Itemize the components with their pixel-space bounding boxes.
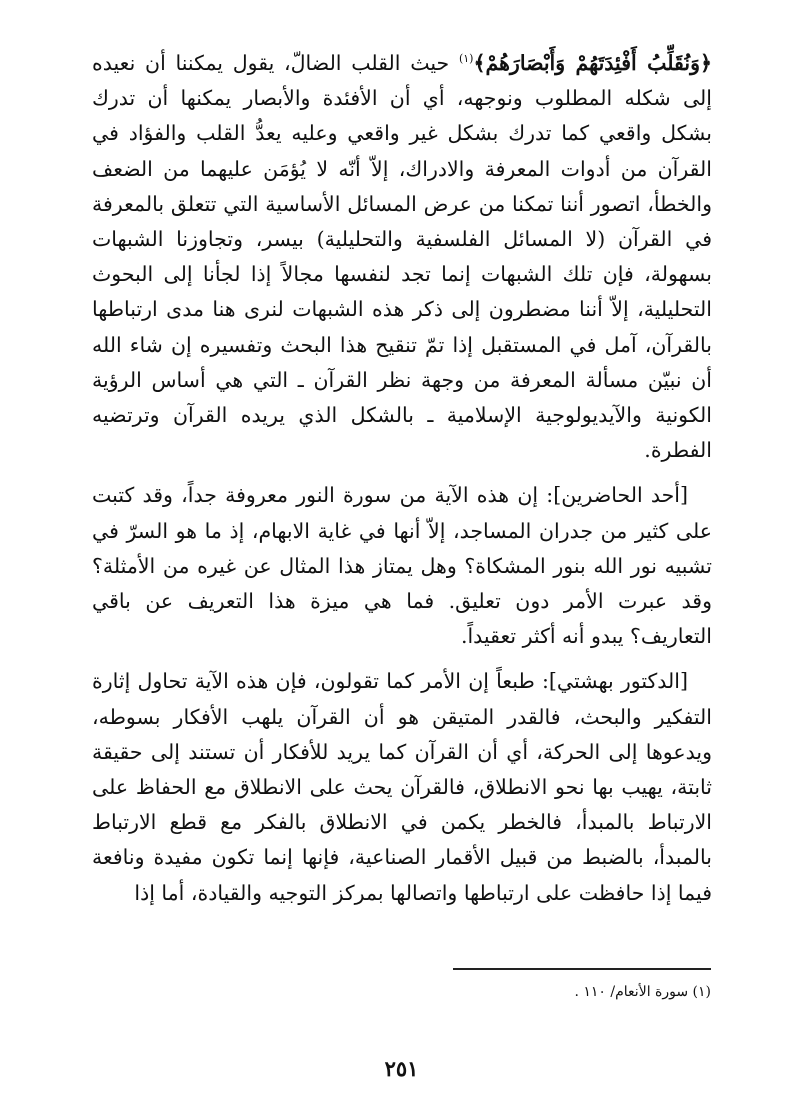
quran-quote: ﴿وَنُقَلِّبُ أَفْئِدَتَهُمْ وَأَبْصَارَهُمْ﴾ [473,51,712,75]
page-number: ٢٥١ [384,1056,419,1081]
page-body [92,46,712,1076]
footnote-reference: (١) [458,52,474,66]
paragraph-1 [92,46,712,468]
paragraph-1-text: حيث القلب الضالّ، يقول يمكننا أن نعيده إلى شكله المطلوب ونوجهه، أي أن الأفئدة والأبصار يمكنها أن تدرك بشكل واقعي كما تدرك بشكل غير واقعي وعليه يعدُّ القلب والفؤاد في القرآن من أدوات المعرفة والادراك، إلاّ أنّه لا يُؤمَن عليهما من الضعف والخطأ، اتصور أننا تمكنا من عرض المسائل الأساسية التي تتعلق بالمعرفة في القرآن (لا المسائل الفلسفية والتحليلية) بيسر، وتجاوزنا الشبهات بسهولة، فإن تلك الشبهات إنما تجد لنفسها مجالاً إذا لجأنا إلى البحوث التحليلية، إلاّ أننا مضطرون إلى ذكر هذه الشبهات لنرى هنا مدى ارتباطها بالقرآن، آمل في المستقبل إذا تمّ تنقيح هذا البحث وتفسيره إن شاء الله أن نبيّن مسألة المعرفة من وجهة نظر القرآن ـ التي هي أساس الرؤية الكونية والآيديولوجية الإسلامية ـ بالشكل الذي يريده القرآن وترتضيه الفطرة. [92,51,712,463]
footnote-divider [453,968,711,970]
paragraph-3: [الدكتور بهشتي]: طبعاً إن الأمر كما تقولون، فإن هذه الآية تحاول إثارة التفكير والبحث، فالقدر المتيقن هو أن القرآن يلهب الأفكار بسوطه، ويدعوها إلى الحركة، أي أن القرآن كما يريد للأفكار أن تستند إلى حقيقة ثابتة، يهيب بها نحو الانطلاق، فالقرآن يحث على الانطلاق مع الحفاظ على الارتباط بالمبدأ، فالخطر يكمن في الانطلاق بالفكر مع قطع الارتباط بالمبدأ، بالضبط من قبيل الأقمار الصناعية، فإنها إنما تكون مفيدة ونافعة فيما إذا حافظت على ارتباطها واتصالها بمركز التوجيه والقيادة، أما إذا [92,669,713,905]
footnote: (١) سورة الأنعام/ ١١٠ . [574,984,711,1000]
paragraph-2: [أحد الحاضرين]: إن هذه الآية من سورة النور معروفة جداً، وقد كتبت على كثير من جدران المساجد، إلاّ أنها في غاية الابهام، إذ ما هو السرّ في تشبيه نور الله بنور المشكاة؟ وهل يمتاز هذا المثال عن غيره من الأمثلة؟ وقد عبرت الأمر دون تعليق. فما هي ميزة هذا التعريف عن باقي التعاريف؟ يبدو أنه أكثر تعقيداً. [92,483,712,649]
